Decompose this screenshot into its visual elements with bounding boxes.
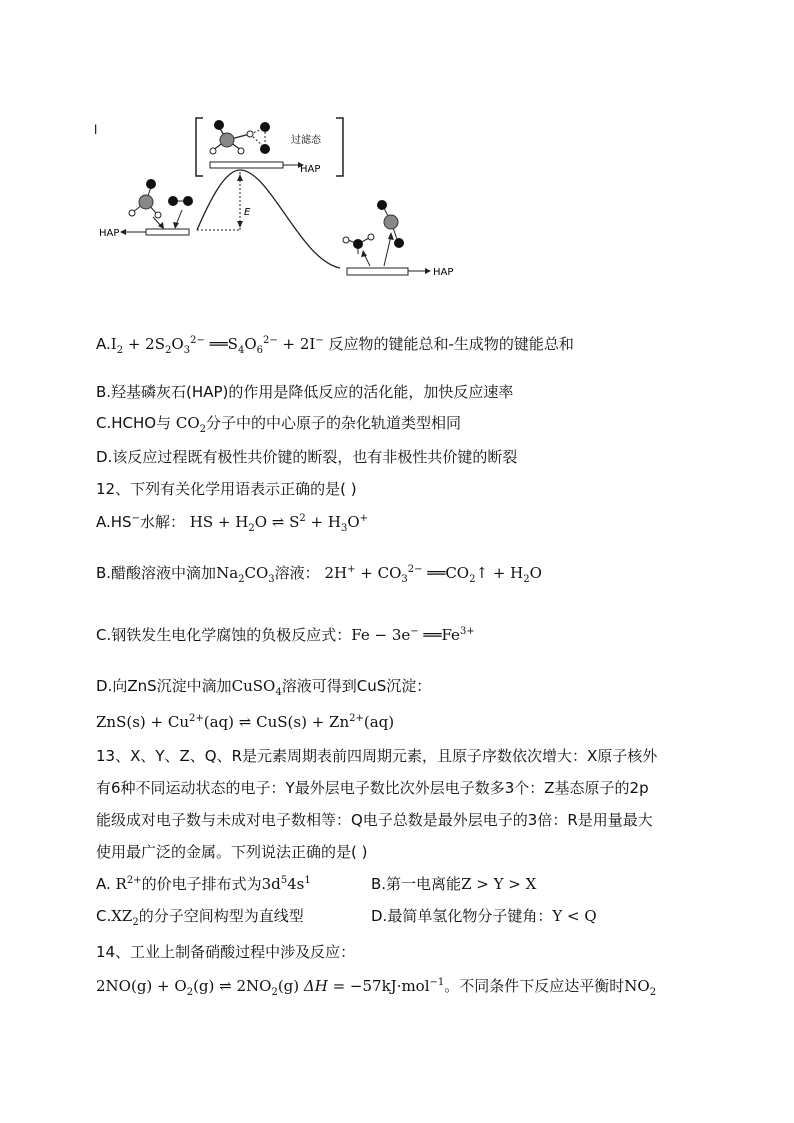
q13-option-d: D.最简单氢化物分子键角：Y < Q (371, 907, 597, 925)
q12-option-a: A.HS−水解： HS + $H_2O$ ⇌ $S^2 + H_3O^+$ (96, 513, 369, 534)
q13-option-b: B.第一电离能Z > Y > X (371, 875, 537, 893)
q12-stem: 12、下列有关化学用语表示正确的是( ) (96, 480, 357, 498)
energy-label: E (244, 207, 251, 218)
reaction-energy-diagram (0, 0, 794, 300)
q11-option-d: D.该反应过程既有极性共价键的断裂，也有非极性共价键的断裂 (96, 448, 518, 466)
corner-mark: l (94, 123, 98, 137)
q13-option-a: A. $R^{2+}$的价电子排布式为$3d^54s^1$ (96, 875, 311, 893)
q14-equation-line: $2NO(g) + O_2(g)$ ⇌ $2NO_2(g) \Delta H = -57kJ\cdot mol^{-1}$。不同条件下反应达平衡时$NO_2$ (96, 977, 657, 998)
q13-option-c: $C.XZ_2$的分子空间构型为直线型 (96, 907, 304, 928)
q13-stem-line4: 使用最广泛的金属。下列说法正确的是( ) (96, 843, 368, 861)
energy-curve (197, 170, 340, 268)
hap-label-right: HAP (433, 267, 454, 278)
transition-state-box (196, 118, 343, 176)
q13-stem-line1: 13、X、Y、Z、Q、R是元素周期表前四周期元素，且原子序数依次增大：X原子核外 (96, 747, 658, 765)
q13-stem-line3: 能级成对电子数与未成对电子数相等：Q电子总数是最外层电子的3倍：R是用量最大 (96, 811, 653, 829)
reactants-group (99, 179, 193, 239)
q11-option-b: B.羟基磷灰石(HAP)的作用是降低反应的活化能，加快反应速率 (96, 383, 514, 401)
products-group (343, 200, 453, 278)
q12-option-c: C.钢铁发生电化学腐蚀的负极反应式：Fe − 3e− $══Fe^{3+}$ (96, 626, 475, 644)
q11-option-a: $A.I_2 + 2S_2O_3^{2-}$ $══S_4O_6^{2-} + 2I^-$ 反应物的键能总和-生成物的键能总和 (96, 335, 574, 356)
q14-stem: 14、工业上制备硝酸过程中涉及反应： (96, 943, 356, 961)
q12-option-b: B.醋酸溶液中滴加$Na_2CO_3$溶液： $2H^+ + CO_3^{2-}$ $══CO_2↑ + H_2O$ (96, 564, 542, 585)
transition-state-label: 过滤态 (291, 135, 321, 146)
q12-option-d: D.向ZnS沉淀中滴加CuSO$_4$溶液可得到CuS沉淀： (96, 677, 432, 698)
q13-stem-line2: 有6种不同运动状态的电子：Y最外层电子数比次外层电子数多3个：Z基态原子的2p (96, 779, 649, 797)
q11-option-c: C.HCHO与 $CO_2$分子中的中心原子的杂化轨道类型相同 (96, 414, 462, 435)
hap-label-ts: HAP (300, 164, 321, 175)
q12-option-d-equation: $ZnS(s) + Cu^{2+}(aq)$ ⇌ $CuS(s) + Zn^{2+}(aq)$ (96, 713, 395, 731)
hap-label-left: HAP (99, 228, 120, 239)
